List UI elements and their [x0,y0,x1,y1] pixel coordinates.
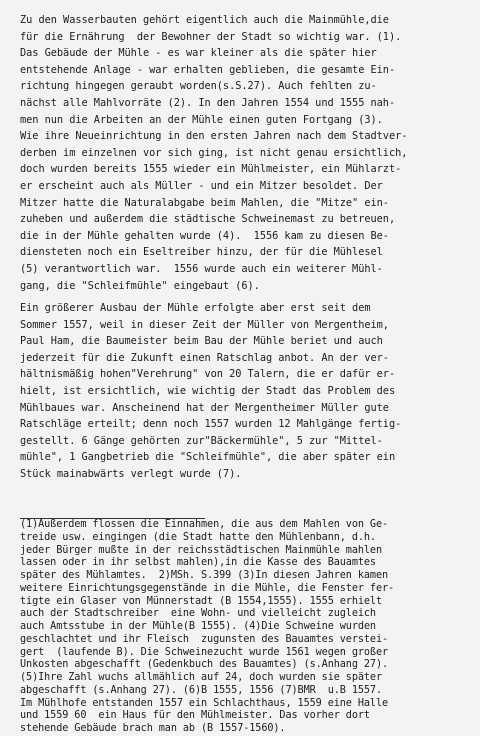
footnote-line: treide usw. eingingen (die Stadt hatte den Mühlenbann, d.h. [20,531,376,543]
footnote-line: abgeschafft (s.Anhang 27). (6)B 1555, 1556 (7)BMR u.B 1557. [20,684,383,696]
text-line: Sommer 1557, weil in dieser Zeit der Müller von Mergentheim, [20,318,389,331]
text-line: gang, die "Schleifmühle" eingebaut (6). [20,279,260,292]
footnote-line: jeder Bürger mußte in der reichsstädtischen Mainmühle mahlen [20,544,383,556]
text-line: entstehende Anlage - war erhalten geblieben, die gesamte Ein- [20,63,396,76]
footnote-line: gert (laufende B). Die Schweinezucht wurde 1561 wegen großer [20,646,389,658]
text-line: men nun die Arbeiten an der Mühle einen guten Fortgang (3). [20,113,383,126]
text-line: diensteten noch ein Eseltreiber hinzu, der für die Mühlesel [20,246,383,259]
text-line: nächst alle Mahlvorräte (2). In den Jahren 1554 und 1555 nah- [20,96,396,109]
text-line: Wie ihre Neueinrichtung in den ersten Jahren nach dem Stadtver- [20,130,408,143]
footnote-line: stehende Gebäude brach man ab (B 1557-1560). [20,723,286,734]
text-line: die in der Mühle gehalten wurde (4). 1556 kam zu diesen Be- [20,229,389,242]
paragraph-1 [20,12,472,294]
text-line: richtung hingegen geraubt worden(s.S.27). Auch fehlten zu- [20,80,377,93]
text-line: hältnismäßig hohen"Verehrung" von 20 Talern, die er dafür er- [20,368,396,381]
text-line: Mitzer hatte die Naturalabgabe beim Mahlen, die "Mitze" ein- [20,196,389,209]
footnote-line: lassen oder in ihr selbst mahlen),in die Kasse des Bauamtes [20,557,376,569]
text-line: Ein größerer Ausbau der Mühle erfolgte aber erst seit dem [20,302,371,315]
paragraph-2 [20,300,472,483]
footnote-line: geschlachtet und ihr Fleisch zugunsten des Bauamtes verstei- [20,633,389,645]
footnote-line: Unkosten abgeschafft (Gedenkbuch des Bauamtes) (s.Anhang 27). [20,659,389,671]
text-line: doch wurden bereits 1555 wieder ein Mühlmeister, ein Mühlarzt- [20,163,402,176]
text-line: jederzeit für die Zukunft einen Ratschlag anbot. An der ver- [20,351,389,364]
footnote-line: auch Amtsstube in der Mühle(B 1555). (4)Die Schweine wurden [20,621,376,632]
text-line: er erscheint auch als Müller - und ein Mitzer besoldet. Der [20,179,383,192]
text-line: Stück mainabwärts verlegt wurde (7). [20,468,242,481]
text-line: mühle", 1 Gangbetrieb die "Schleifmühle", die aber später ein [20,451,396,464]
text-line: gestellt. 6 Gänge gehörten zur"Bäckermühle", 5 zur "Mittel- [20,434,383,447]
text-line: Paul Ham, die Baumeister beim Bau der Mühle beriet und auch [20,335,383,348]
text-line: zuheben und außerdem die städtische Schweinemast zu betreuen, [20,213,396,226]
footnote-line: später des Mühlamtes. 2)MSh. S.399 (3)In diesen Jahren kamen [20,570,389,581]
footnote-line: weitere Einrichtungsgegenstände in die Mühle, die Fenster fer- [20,582,395,594]
footnotes [20,519,472,736]
text-line: Zu den Wasserbauten gehört eigentlich auch die Mainmühle,die [20,14,389,26]
text-line: derben im einzelnen vor sich ging, ist nicht genau ersichtlich, [20,146,408,159]
main-text [20,12,472,483]
footnote-line: (1)Außerdem flossen die Einnahmen, die aus dem Mahlen von Ge- [20,519,389,530]
text-line: Ratschläge erteilt; denn noch 1557 wurden 12 Mahlgänge fertig- [20,418,402,431]
footnote-line: auch der Stadtschreiber eine Wohn- und vielleicht zugleich [20,608,376,620]
text-line: Mühlbaues war. Anscheinend hat der Mergentheimer Müller gute [20,401,389,414]
footnote-line: (5)Ihre Zahl wuchs allmählich auf 24, doch wurden sie später [20,672,383,683]
text-line: (5) verantwortlich war. 1556 wurde auch ein weiterer Mühl- [20,262,383,275]
footnote-line: und 1559 60 ein Haus für den Mühlmeister. Das vorher dort [20,710,370,722]
text-line: für die Ernährung der Bewohner der Stadt so wichtig war. (1). [20,30,402,43]
footnote-line: tigte ein Glaser von Münnerstadt (B 1554,1555). 1555 erhielt [20,595,383,607]
footnote-line: Im Mühlhofe entstanden 1557 ein Schlachthaus, 1559 eine Halle [20,697,389,709]
text-line: hielt, ist ersichtlich, wie wichtig der Stadt das Problem des [20,385,396,398]
text-line: Das Gebäude der Mühle - es war kleiner als die später hier [20,47,377,60]
